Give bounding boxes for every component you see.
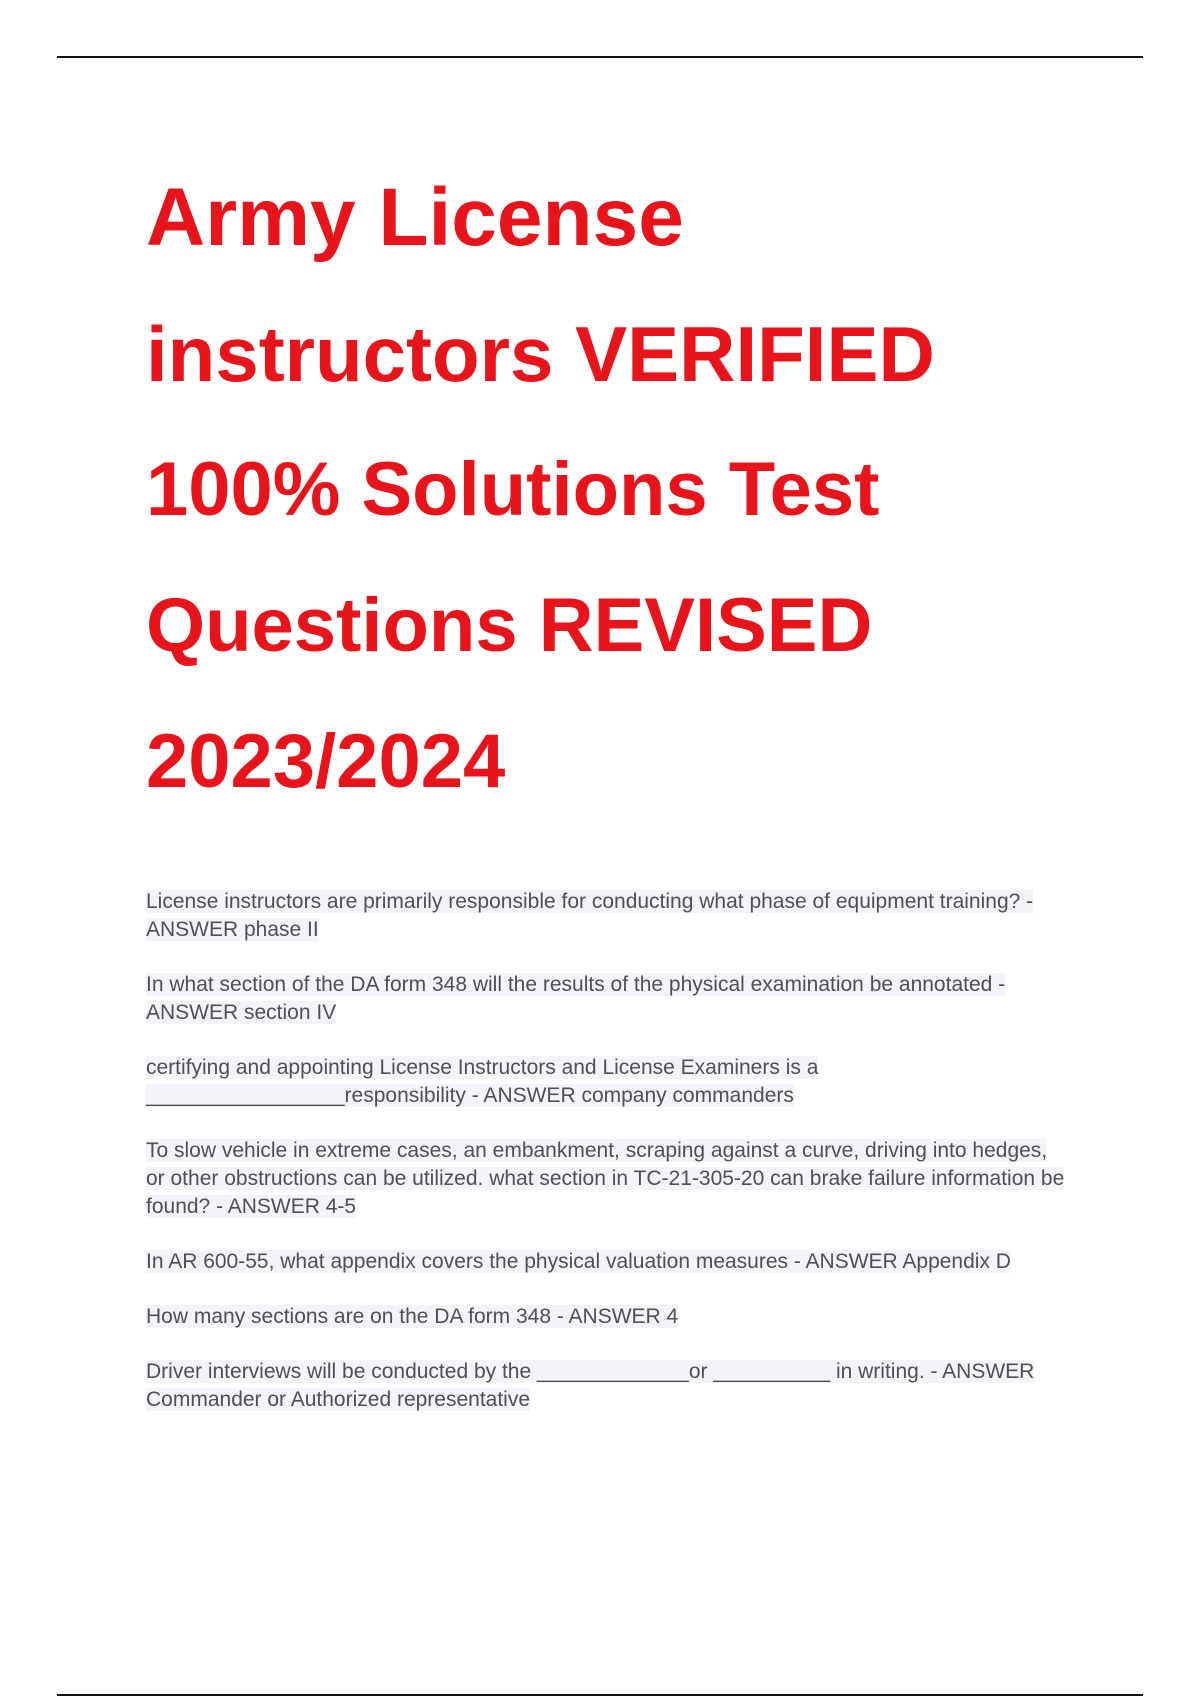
qa-item — [146, 1137, 1066, 1221]
title-line-5: 2023/2024 — [146, 719, 506, 804]
qa-item-text: Driver interviews will be conducted by the _____________or __________ in writing. - ANSWER Commander or Authorized representative — [146, 1360, 1035, 1411]
qa-item-text: To slow vehicle in extreme cases, an embankment, scraping against a curve, driving into hedges, or other obstructions can be utilized. what section in TC-21-305-20 can brake failure information be found? - ANSWER 4-5 — [146, 1139, 1065, 1218]
title-line-1: Army License — [146, 172, 684, 263]
qa-item — [146, 1303, 1066, 1331]
title-line-4: Questions REVISED — [146, 583, 873, 668]
question-answer-list — [146, 888, 1066, 1441]
top-rule — [57, 56, 1143, 58]
qa-item — [146, 1248, 1066, 1276]
qa-item — [146, 888, 1066, 944]
qa-item-text: How many sections are on the DA form 348 - ANSWER 4 — [146, 1305, 679, 1328]
document-title — [146, 150, 1146, 830]
qa-item-text: In what section of the DA form 348 will the results of the physical examination be annotated - ANSWER section IV — [146, 973, 1006, 1024]
qa-item — [146, 971, 1066, 1027]
qa-item — [146, 1054, 1066, 1110]
bottom-rule — [57, 1694, 1143, 1696]
qa-item-text: In AR 600-55, what appendix covers the physical valuation measures - ANSWER Appendix D — [146, 1250, 1011, 1273]
title-line-2: instructors VERIFIED — [146, 310, 935, 398]
qa-item-text: certifying and appointing License Instructors and License Examiners is a _________________responsibility - ANSWER company commanders — [146, 1056, 819, 1107]
title-line-3: 100% Solutions Test — [146, 447, 880, 532]
qa-item — [146, 1358, 1066, 1414]
qa-item-text: License instructors are primarily responsible for conducting what phase of equipment training? - ANSWER phase II — [146, 890, 1034, 941]
